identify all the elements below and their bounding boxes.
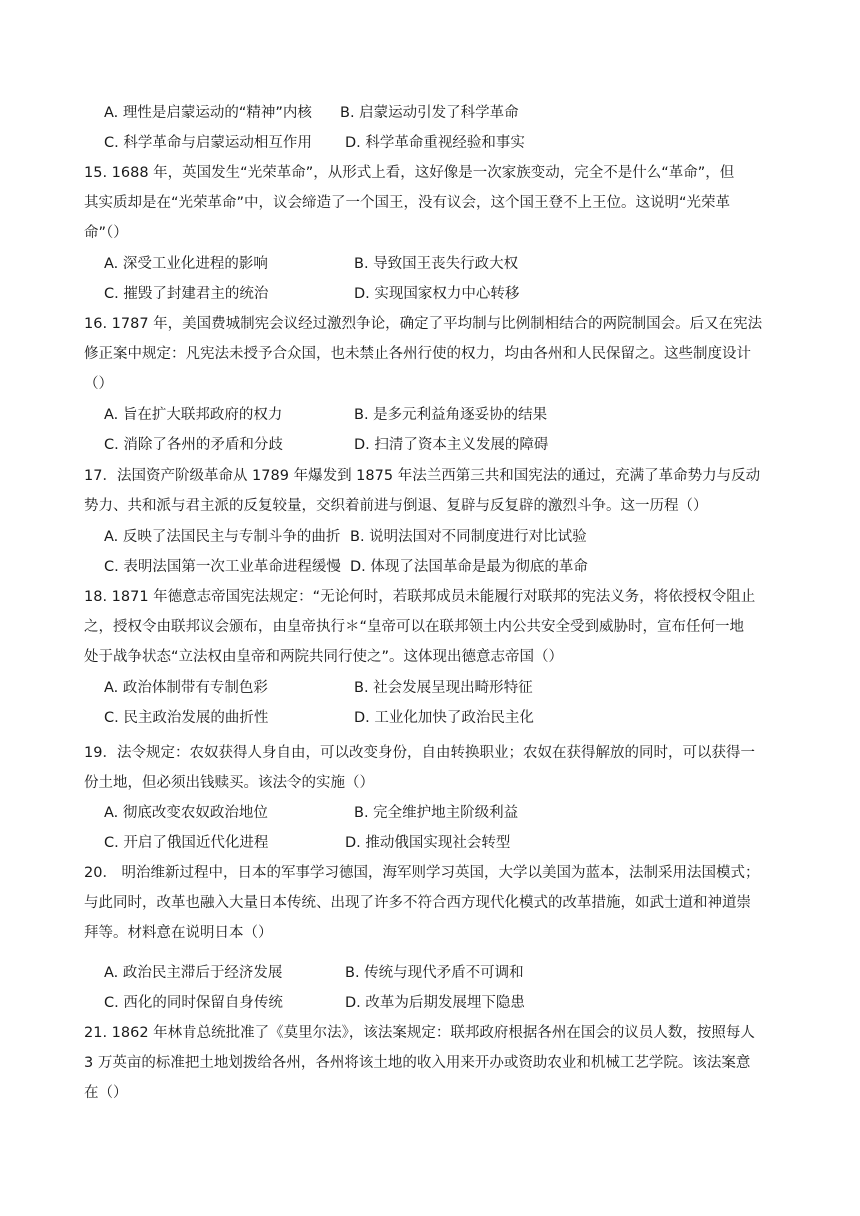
q18-option-b[interactable]: B. 社会发展呈现出畸形特征 [354, 680, 533, 696]
q14-option-b[interactable]: B. 启蒙运动引发了科学革命 [340, 105, 519, 121]
q20-option-b[interactable]: B. 传统与现代矛盾不可调和 [345, 965, 524, 981]
q17-option-b[interactable]: B. 说明法国对不同制度进行对比试验 [350, 529, 587, 545]
q14-option-c[interactable]: C. 科学革命与启蒙运动相互作用 [104, 135, 312, 151]
q15-stem-line: 命”（） [84, 225, 128, 241]
q17-stem-line: 17．法国资产阶级革命从 1789 年爆发到 1875 年法兰西第三共和国宪法的通过，充满了革命势力与反动 [84, 468, 761, 484]
q20-option-c[interactable]: C. 西化的同时保留自身传统 [104, 995, 283, 1011]
q18-option-c[interactable]: C. 民主政治发展的曲折性 [104, 710, 269, 726]
q14-option-d[interactable]: D. 科学革命重视经验和事实 [345, 135, 525, 151]
q15-option-c[interactable]: C. 摧毁了封建君主的统治 [104, 286, 269, 302]
q20-stem-line: 拜等。材料意在说明日本（） [84, 925, 273, 941]
q20-stem-line: 与此同时，改革也融入大量日本传统、出现了许多不符合西方现代化模式的改革措施，如武士道和神道崇 [84, 895, 751, 911]
q21-stem-line: 在（） [84, 1085, 128, 1101]
q15-option-b[interactable]: B. 导致国王丧失行政大权 [354, 256, 519, 272]
q20-stem-line: 20． 明治维新过程中，日本的军事学习德国，海军则学习英国，大学以美国为蓝本，法制采用法国模式； [84, 865, 760, 881]
q15-option-a[interactable]: A. 深受工业化进程的影响 [104, 256, 268, 272]
q20-option-d[interactable]: D. 改革为后期发展埋下隐患 [345, 995, 525, 1011]
q19-option-b[interactable]: B. 完全维护地主阶级利益 [354, 805, 519, 821]
q18-stem-line: 处于战争状态“立法权由皇帝和两院共同行使之”。这体现出德意志帝国（） [84, 649, 564, 665]
q18-option-d[interactable]: D. 工业化加快了政治民主化 [354, 710, 534, 726]
q17-option-d[interactable]: D. 体现了法国革命是最为彻底的革命 [350, 559, 588, 575]
q18-stem-line: 18. 1871 年德意志帝国宪法规定：“无论何时，若联邦成员未能履行对联邦的宪法义务，将依授权令阻止 [84, 589, 756, 605]
q19-stem-line: 份土地，但必须出钱赎买。该法令的实施（） [84, 775, 374, 791]
q16-option-d[interactable]: D. 扫清了资本主义发展的障碍 [354, 437, 549, 453]
q17-option-c[interactable]: C. 表明法国第一次工业革命进程缓慢 [104, 559, 341, 575]
q20-option-a[interactable]: A. 政治民主滞后于经济发展 [104, 965, 283, 981]
q17-stem-line: 势力、共和派与君主派的反复较量，交织着前进与倒退、复辟与反复辟的激烈斗争。这一历程（） [84, 498, 708, 514]
q19-option-c[interactable]: C. 开启了俄国近代化进程 [104, 835, 269, 851]
q16-option-a[interactable]: A. 旨在扩大联邦政府的权力 [104, 407, 283, 423]
q17-option-a[interactable]: A. 反映了法国民主与专制斗争的曲折 [104, 529, 341, 545]
q15-option-d[interactable]: D. 实现国家权力中心转移 [354, 286, 520, 302]
q19-option-d[interactable]: D. 推动俄国实现社会转型 [345, 835, 511, 851]
q21-stem-line: 21. 1862 年林肯总统批准了《莫里尔法》，该法案规定：联邦政府根据各州在国会的议员人数，按照每人 [84, 1025, 755, 1041]
q18-option-a[interactable]: A. 政治体制带有专制色彩 [104, 680, 268, 696]
q19-stem-line: 19．法令规定：农奴获得人身自由，可以改变身份，自由转换职业；农奴在获得解放的同时，可以获得一 [84, 745, 755, 761]
q14-option-a[interactable]: A. 理性是启蒙运动的“精神”内核 [104, 105, 312, 121]
q15-stem-line: 其实质却是在“光荣革命”中，议会缔造了一个国王，没有议会，这个国王登不上王位。这说明“光荣革 [84, 195, 731, 211]
q16-option-c[interactable]: C. 消除了各州的矛盾和分歧 [104, 437, 283, 453]
q15-stem-line: 15. 1688 年，英国发生“光荣革命”，从形式上看，这好像是一次家族变动，完全不是什么“革命”，但 [84, 165, 735, 181]
q16-stem-line: 修正案中规定：凡宪法未授予合众国，也未禁止各州行使的权力，均由各州和人民保留之。这些制度设计 [84, 346, 751, 362]
q18-stem-line: 之，授权令由联邦议会颁布，由皇帝执行＊“皇帝可以在联邦领土内公共安全受到威胁时，宣布任何一地 [84, 619, 745, 635]
q16-option-b[interactable]: B. 是多元利益角逐妥协的结果 [354, 407, 548, 423]
q16-stem-line: 16. 1787 年，美国费城制宪会议经过激烈争论，确定了平均制与比例制相结合的两院制国会。后又在宪法 [84, 316, 763, 332]
q19-option-a[interactable]: A. 彻底改变农奴政治地位 [104, 805, 268, 821]
q21-stem-line: 3 万英亩的标准把土地划拨给各州，各州将该土地的收入用来开办或资助农业和机械工艺学院。该法案意 [84, 1055, 751, 1071]
q16-stem-line: （） [84, 376, 113, 392]
